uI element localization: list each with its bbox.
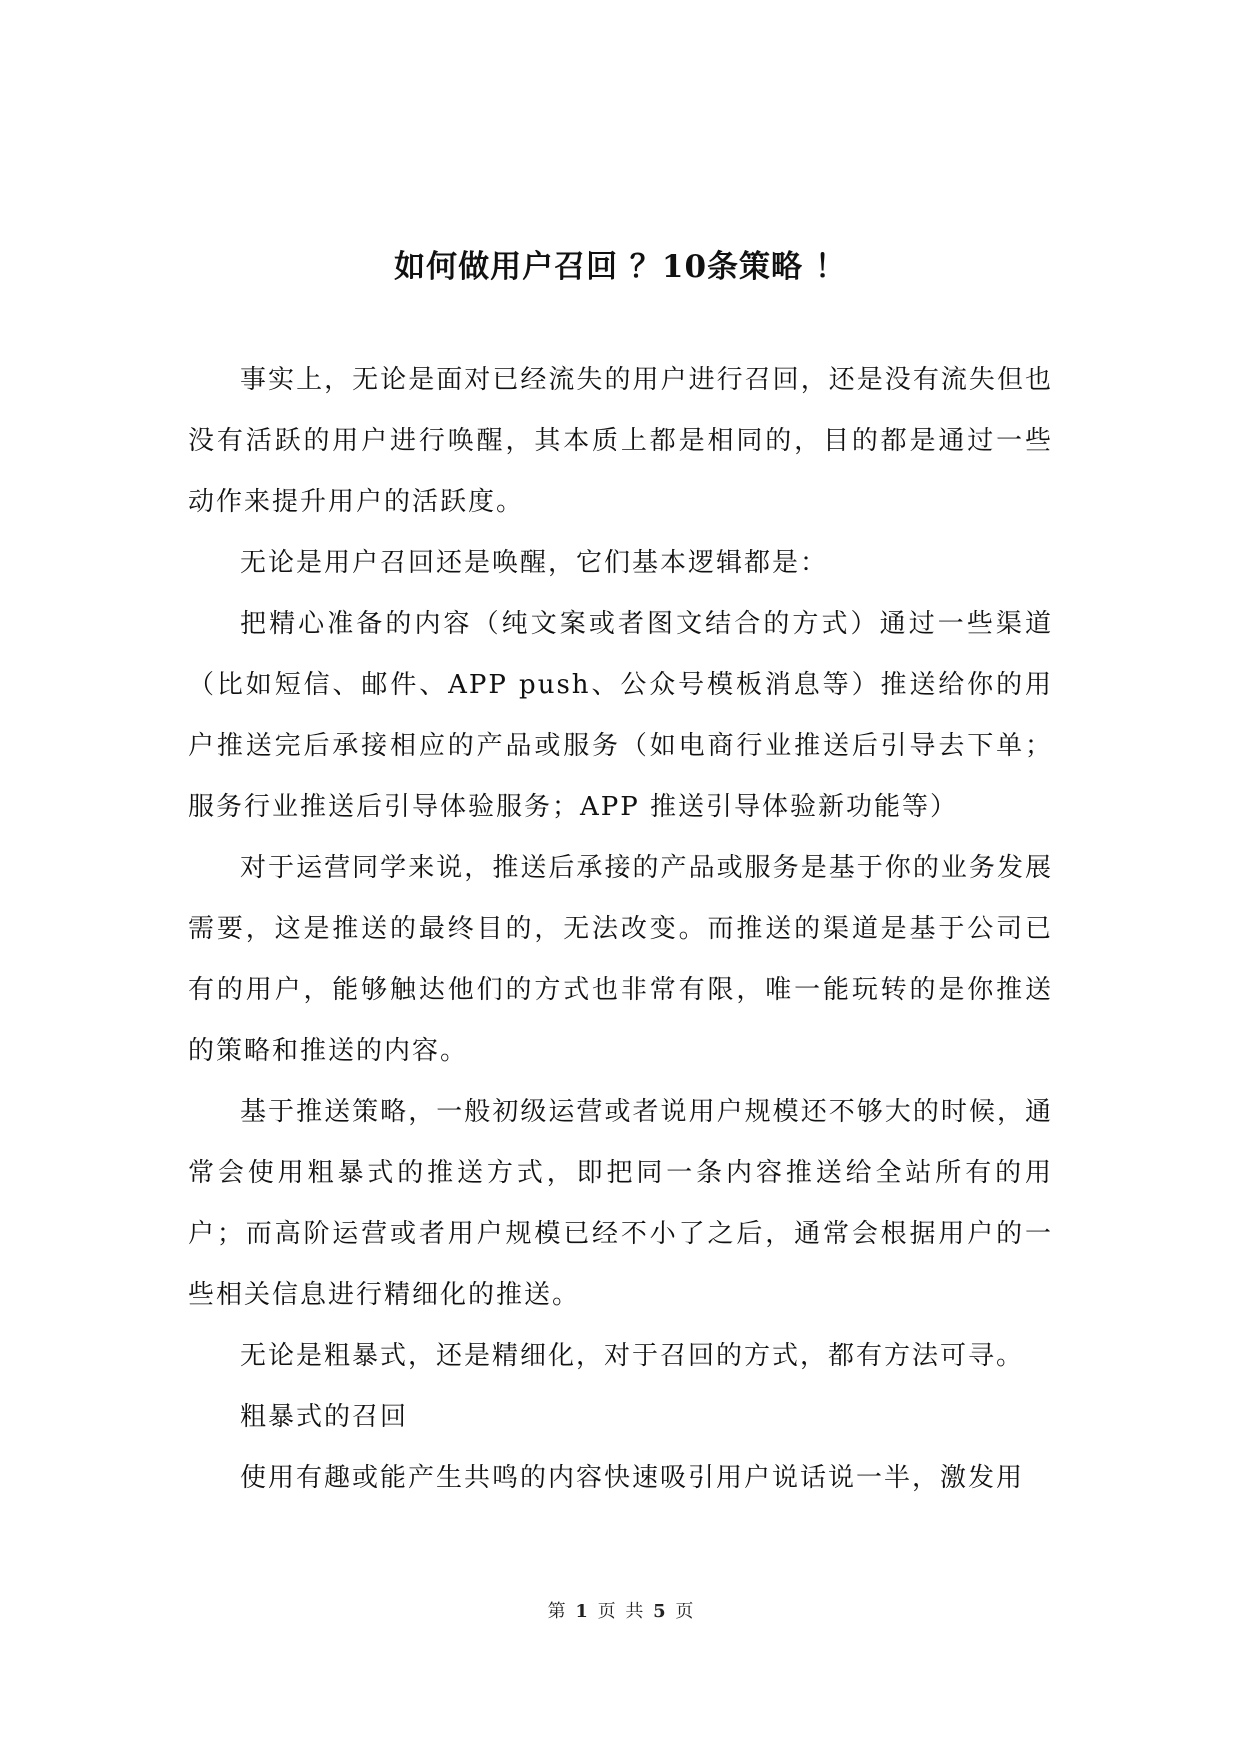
footer-total-prefix: 共 (625, 1601, 644, 1622)
paragraph: 基于推送策略，一般初级运营或者说用户规模还不够大的时候，通常会使用粗暴式的推送方式，即把同一条内容推送给全站所有的用户；而高阶运营或者用户规模已经不小了之后，通常会根据用户的一些相关信息进行精细化的推送。 (188, 1097, 1053, 1310)
footer-total-suffix: 页 (675, 1601, 694, 1622)
section-heading: 粗暴式的召回 (240, 1402, 409, 1432)
paragraph: 无论是粗暴式，还是精细化，对于召回的方式，都有方法可寻。 (240, 1341, 1025, 1371)
paragraph: 把精心准备的内容（纯文案或者图文结合的方式）通过一些渠道（比如短信、邮件、APP push、公众号模板消息等）推送给你的用户推送完后承接相应的产品或服务（如电商行业推送后引导去下单；服务行业推送后引导体验服务；APP 推送引导体验新功能等） (188, 609, 1053, 822)
page-footer (0, 1600, 1241, 1624)
page-title: 如何做用户召回 ？10条策略 ！ (394, 248, 847, 285)
footer-page-word: 页 (597, 1601, 616, 1622)
footer-prefix: 第 (547, 1601, 566, 1622)
total-pages-number: 5 (653, 1601, 666, 1622)
paragraph: 无论是用户召回还是唤醒，它们基本逻辑都是： (240, 548, 829, 578)
document-body (188, 350, 1053, 1509)
paragraph: 事实上，无论是面对已经流失的用户进行召回，还是没有流失但也没有活跃的用户进行唤醒，其本质上都是相同的，目的都是通过一些动作来提升用户的活跃度。 (188, 365, 1053, 517)
paragraph: 使用有趣或能产生共鸣的内容快速吸引用户说话说一半，激发用 (240, 1463, 1025, 1493)
current-page-number: 1 (575, 1601, 588, 1622)
paragraph: 对于运营同学来说，推送后承接的产品或服务是基于你的业务发展需要，这是推送的最终目的，无法改变。而推送的渠道是基于公司已有的用户，能够触达他们的方式也非常有限，唯一能玩转的是你推送的策略和推送的内容。 (188, 853, 1053, 1066)
